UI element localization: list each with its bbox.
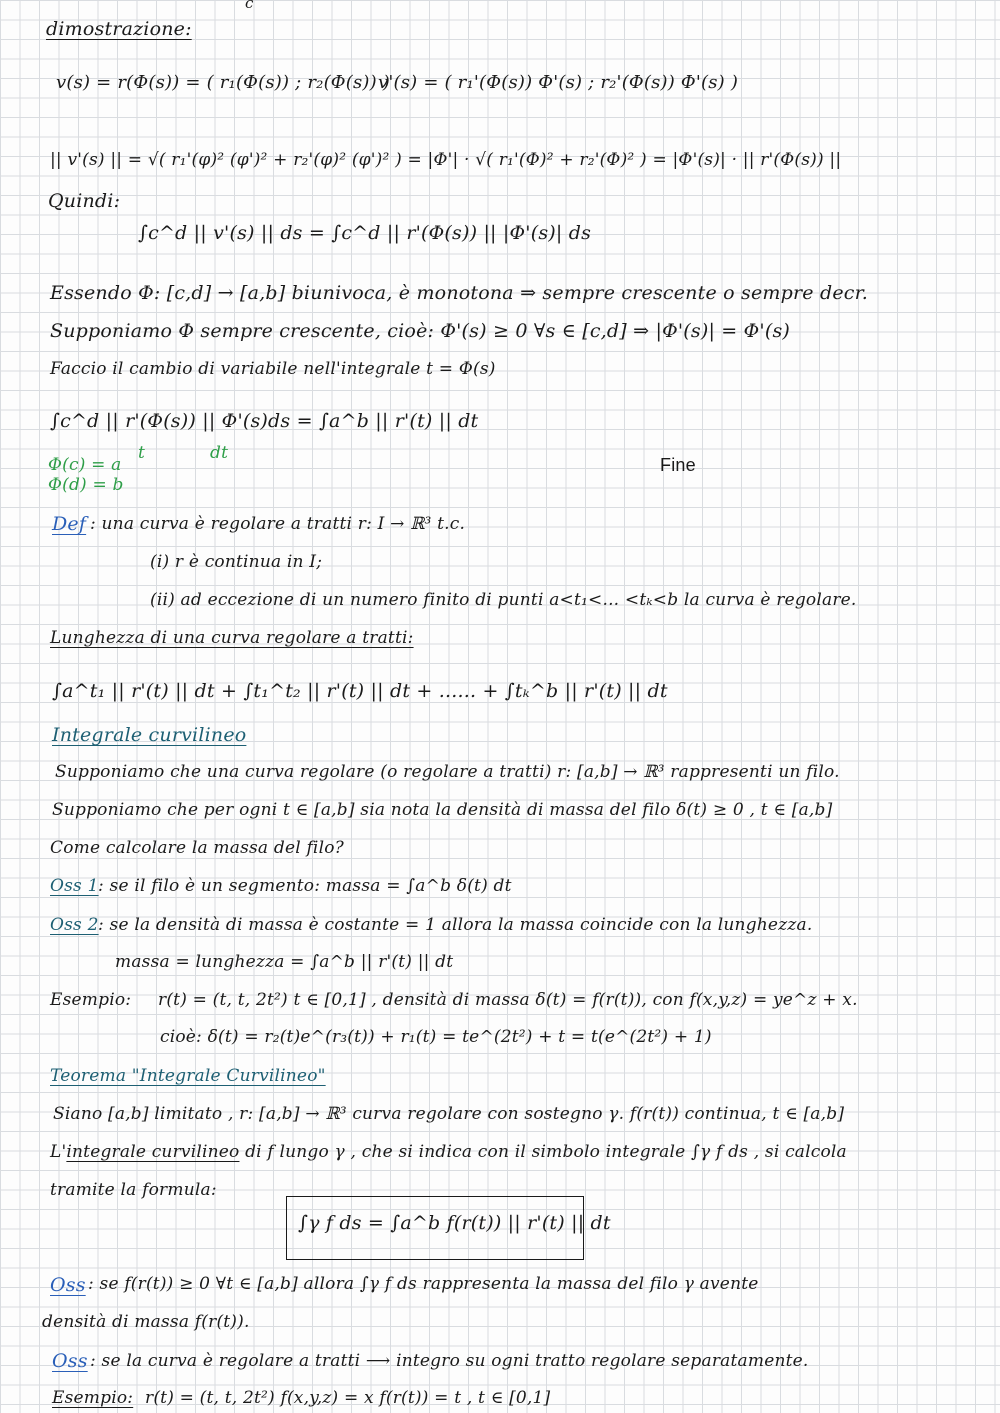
oss2-label: Oss 2 — [50, 915, 99, 935]
def-text: : una curva è regolare a tratti r: I → ℝ³ t.c. — [90, 514, 466, 534]
bound-lower: Φ(c) = a — [48, 455, 122, 475]
substitution-t-label: t — [138, 443, 146, 463]
esempio-final-label: Esempio: — [52, 1388, 134, 1408]
quindi-equation: ∫c^d || v'(s) || ds = ∫c^d || r'(Φ(s)) || |Φ'(s)| ds — [138, 222, 592, 244]
oss1-label: Oss 1 — [50, 876, 99, 896]
oss-final-text-2: densità di massa f(r(t)). — [42, 1312, 250, 1332]
teorema-line-2-underlined: integrale curvilineo — [66, 1142, 240, 1162]
v-definition: v(s) = r(Φ(s)) = ( r₁(Φ(s)) ; r₂(Φ(s)) ) — [56, 72, 390, 93]
lunghezza-formula: ∫a^t₁ || r'(t) || dt + ∫t₁^t₂ || r'(t) || dt + ...... + ∫tₖ^b || r'(t) || dt — [52, 680, 668, 702]
def-item-1: (i) r è continua in I; — [150, 552, 323, 572]
substitution-equation: ∫c^d || r'(Φ(s)) || Φ'(s)ds = ∫a^b || r'(t) || dt — [50, 410, 479, 432]
norm-computation: || v'(s) || = √( r₁'(φ)² (φ')² + r₂'(φ)² (φ')² ) = |Φ'| · √( r₁'(Φ)² + r₂'(Φ)² ) = |Φ'(s)| · || r'(Φ(s)) || — [50, 150, 842, 170]
oss1-text: : se il filo è un segmento: massa = ∫a^b δ(t) dt — [98, 876, 512, 896]
teorema-line-2-pre: L' — [50, 1142, 67, 1162]
esempio-final-text: r(t) = (t, t, 2t²) f(x,y,z) = x f(r(t)) = t , t ∈ [0,1] — [145, 1388, 551, 1408]
bound-upper: Φ(d) = b — [48, 475, 124, 495]
integrale-line-2: Supponiamo che per ogni t ∈ [a,b] sia nota la densità di massa del filo δ(t) ≥ 0 , t ∈ [a,b] — [52, 800, 833, 820]
fine-label: Fine — [660, 455, 696, 475]
lunghezza-title: Lunghezza di una curva regolare a tratti: — [50, 628, 414, 648]
supponiamo-line: Supponiamo Φ sempre crescente, cioè: Φ'(s) ≥ 0 ∀s ∈ [c,d] ⇒ |Φ'(s)| = Φ'(s) — [50, 320, 791, 342]
top-letter: c — [245, 0, 254, 12]
essendo-line: Essendo Φ: [c,d] → [a,b] biunivoca, è monotona ⇒ sempre crescente o sempre decr. — [50, 282, 869, 304]
esempio-label: Esempio: — [50, 990, 132, 1010]
oss-final-2-label: Oss — [52, 1350, 88, 1372]
teorema-formula: ∫γ f ds = ∫a^b f(r(t)) || r'(t) || dt — [298, 1212, 611, 1234]
integrale-line-3: Come calcolare la massa del filo? — [50, 838, 344, 858]
substitution-dt-label: dt — [210, 443, 229, 463]
esempio-cioe: cioè: δ(t) = r₂(t)e^(r₃(t)) + r₁(t) = te^(2t²) + t = t(e^(2t²) + 1) — [160, 1027, 712, 1047]
oss-final-label: Oss — [50, 1274, 86, 1296]
oss2-text: : se la densità di massa è costante = 1 allora la massa coincide con la lunghezza. — [98, 915, 813, 935]
oss-final-2-text: : se la curva è regolare a tratti ⟶ integro su ogni tratto regolare separatamente. — [90, 1351, 809, 1371]
teorema-title: Teorema "Integrale Curvilineo" — [50, 1066, 326, 1086]
teorema-line-2-post: di f lungo γ , che si indica con il simbolo integrale ∫γ f ds , si calcola — [239, 1142, 847, 1162]
esempio-text: r(t) = (t, t, 2t²) t ∈ [0,1] , densità di massa δ(t) = f(r(t)), con f(x,y,z) = ye^z + x. — [158, 990, 858, 1010]
cambio-line: Faccio il cambio di variabile nell'integrale t = Φ(s) — [50, 359, 496, 379]
integrale-curvilineo-title: Integrale curvilineo — [52, 724, 247, 746]
teorema-line-1: Siano [a,b] limitato , r: [a,b] → ℝ³ curva regolare con sostegno γ. f(r(t)) continua, t ∈ [a,b] — [53, 1104, 845, 1124]
def-label: Def — [52, 513, 87, 535]
v-prime-definition: v'(s) = ( r₁'(Φ(s)) Φ'(s) ; r₂'(Φ(s)) Φ'(s) ) — [378, 72, 739, 93]
teorema-line-3: tramite la formula: — [50, 1180, 217, 1200]
proof-title: dimostrazione: — [46, 18, 192, 40]
def-item-2: (ii) ad eccezione di un numero finito di punti a<t₁<... <tₖ<b la curva è regolare. — [150, 590, 857, 610]
teorema-line-2 — [50, 1142, 847, 1162]
oss2-formula: massa = lunghezza = ∫a^b || r'(t) || dt — [115, 952, 454, 972]
quindi-label: Quindi: — [48, 190, 121, 212]
oss-final-text: : se f(r(t)) ≥ 0 ∀t ∈ [a,b] allora ∫γ f ds rappresenta la massa del filo γ avente — [88, 1274, 759, 1294]
integrale-line-1: Supponiamo che una curva regolare (o regolare a tratti) r: [a,b] → ℝ³ rappresenti un filo. — [55, 762, 840, 782]
